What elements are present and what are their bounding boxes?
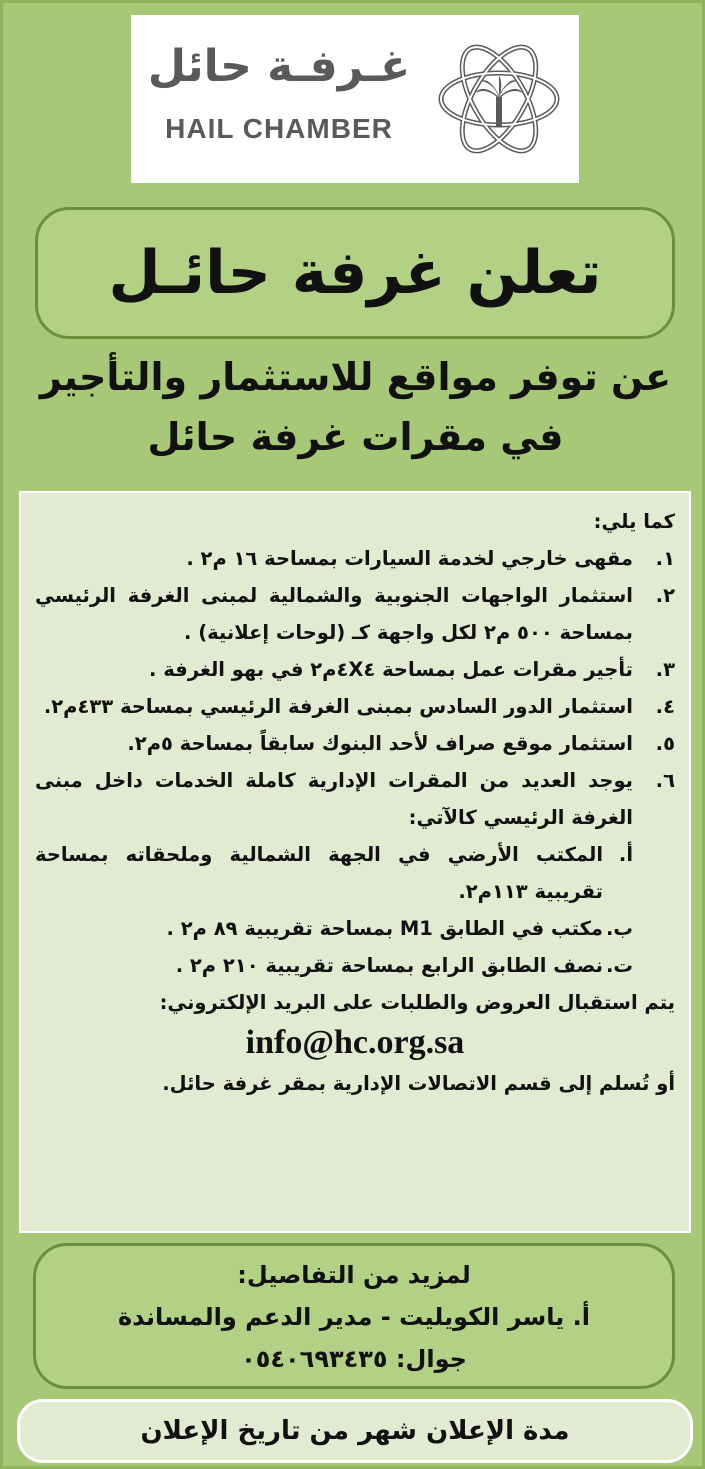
sub-list-item-text: مكتب في الطابق M1 بمساحة تقريبية ٨٩ م٢ . bbox=[166, 917, 603, 940]
announcement-title: تعلن غرفة حائـل bbox=[108, 238, 602, 308]
sub-list-item-text: المكتب الأرضي في الجهة الشمالية وملحقاته بمساحة تقريبية ١١٣م٢. bbox=[35, 843, 603, 903]
sub-list-item-letter: ت. bbox=[605, 954, 633, 977]
list-item bbox=[35, 725, 675, 762]
logo-box bbox=[131, 15, 579, 183]
list-item-number: ٦. bbox=[655, 769, 675, 792]
offer-list-box bbox=[19, 491, 691, 1233]
list-intro: كما يلي: bbox=[593, 510, 675, 533]
sub-list-item bbox=[35, 910, 675, 947]
ad-duration-footer bbox=[17, 1399, 693, 1463]
contact-details-box bbox=[33, 1243, 675, 1389]
contact-phone: جوال: ٠٥٤٠٦٩٣٤٣٥ bbox=[241, 1345, 467, 1373]
email-address[interactable]: info@hc.org.sa bbox=[245, 1024, 465, 1061]
list-item-number: ١. bbox=[655, 547, 675, 570]
subtitle-line-1: عن توفر مواقع للاستثمار والتأجير bbox=[39, 355, 672, 399]
details-heading: لمزيد من التفاصيل: bbox=[237, 1261, 471, 1289]
list-item bbox=[35, 577, 675, 651]
list-item-number: ٢. bbox=[655, 584, 675, 607]
email-intro: يتم استقبال العروض والطلبات على البريد الإلكتروني: bbox=[159, 991, 675, 1014]
contact-person: أ. ياسر الكويليت - مدير الدعم والمساندة bbox=[118, 1303, 590, 1331]
list-item-text: استثمار الواجهات الجنوبية والشمالية لمبنى الغرفة الرئيسي بمساحة ٥٠٠ م٢ لكل واجهة كـ (لوحات إعلانية) . bbox=[35, 584, 633, 644]
list-item-text: يوجد العديد من المقرات الإدارية كاملة الخدمات داخل مبنى الغرفة الرئيسي كالآتي: bbox=[35, 769, 633, 829]
list-item bbox=[35, 651, 675, 688]
list-item bbox=[35, 540, 675, 577]
sub-list-item-letter: أ. bbox=[618, 843, 633, 866]
list-item-text: استثمار الدور السادس بمبنى الغرفة الرئيسي بمساحة ٤٣٣م٢. bbox=[43, 695, 633, 718]
ad-duration-text: مدة الإعلان شهر من تاريخ الإعلان bbox=[140, 1416, 570, 1446]
sub-list-item-text: نصف الطابق الرابع بمساحة تقريبية ٢١٠ م٢ . bbox=[175, 954, 603, 977]
list-item bbox=[35, 762, 675, 836]
list-item-text: مقهى خارجي لخدمة السيارات بمساحة ١٦ م٢ . bbox=[186, 547, 633, 570]
list-item bbox=[35, 688, 675, 725]
list-item-number: ٤. bbox=[655, 695, 675, 718]
delivery-note: أو تُسلم إلى قسم الاتصالات الإدارية بمقر غرفة حائل. bbox=[162, 1072, 675, 1095]
sub-list-item bbox=[35, 947, 675, 984]
list-item-text: استثمار موقع صراف لأحد البنوك سابقاً بمساحة ٥م٢. bbox=[127, 732, 633, 755]
sub-list-item bbox=[35, 836, 675, 910]
logo-arabic-name: غـرفـة حائل bbox=[147, 41, 411, 92]
list-item-number: ٣. bbox=[655, 658, 675, 681]
title-banner bbox=[35, 207, 675, 339]
logo-english-name: HAIL CHAMBER bbox=[165, 113, 393, 144]
subtitle-line-2: في مقرات غرفة حائل bbox=[147, 415, 564, 459]
sub-list-item-letter: ب. bbox=[605, 917, 633, 940]
list-item-number: ٥. bbox=[655, 732, 675, 755]
hail-chamber-emblem-icon bbox=[423, 23, 575, 175]
list-item-text: تأجير مقرات عمل بمساحة ٤X٤م٢ في بهو الغرفة . bbox=[149, 658, 633, 681]
